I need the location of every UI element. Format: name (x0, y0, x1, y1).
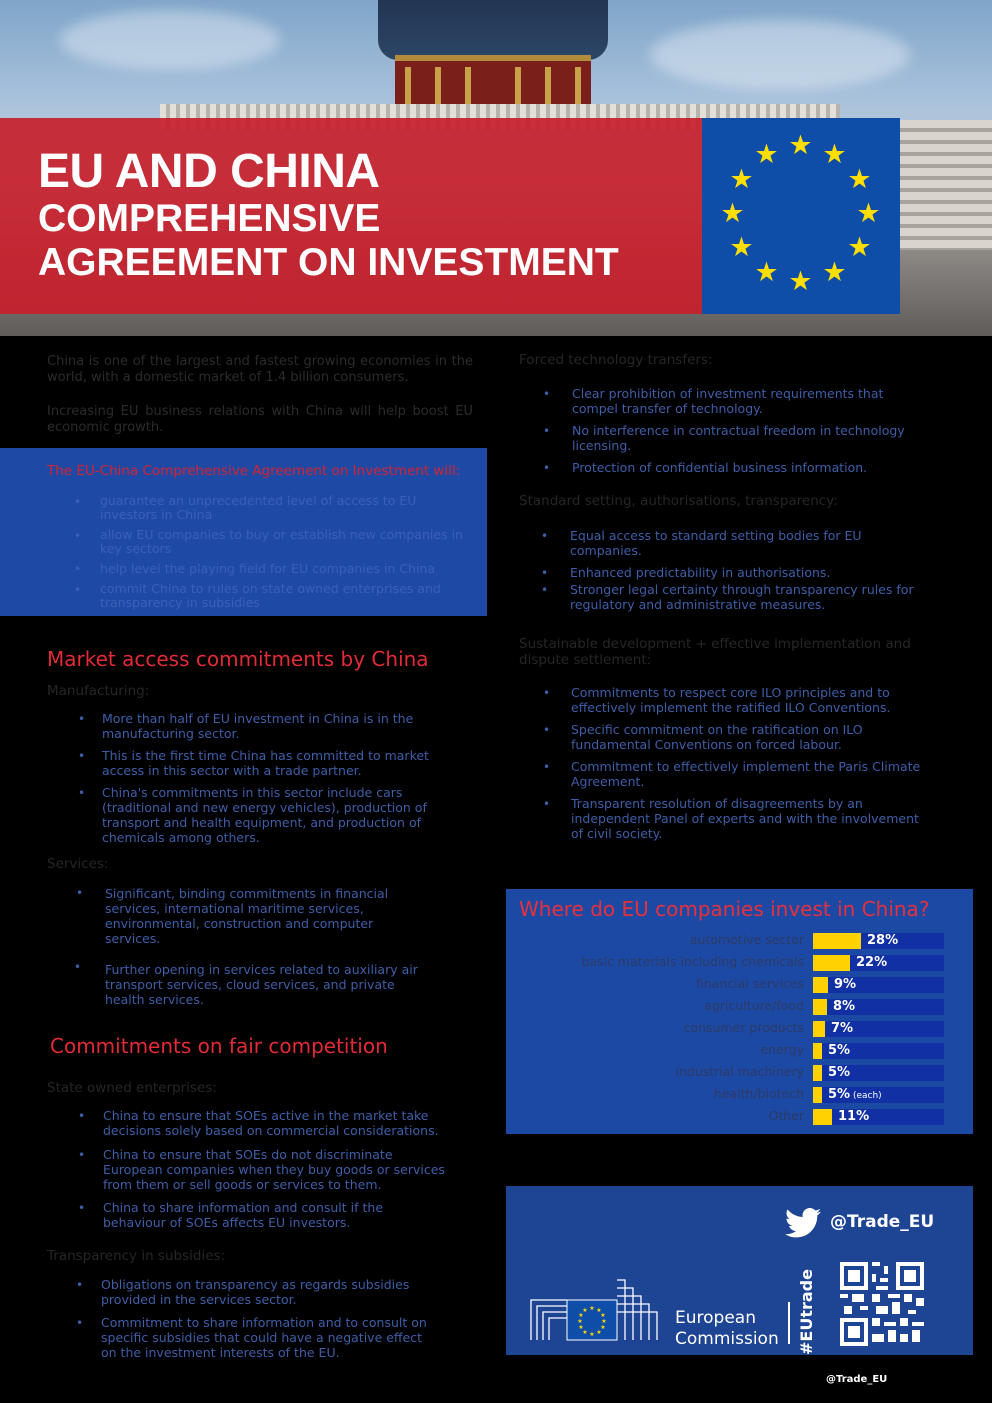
bullet: • (76, 886, 84, 900)
chart-bar (813, 1043, 822, 1059)
divider (788, 1302, 790, 1344)
chart-bar (813, 1065, 822, 1081)
chart-value-label: 8% (833, 999, 856, 1014)
list-item: guarantee an unprecedented level of access to EU investors in China (100, 493, 417, 522)
chart-bar-track (813, 1109, 944, 1125)
chart-bar (813, 1021, 825, 1037)
list-item: Commitments to respect core ILO principles and to effectively implement the ratified ILO Conventions. (571, 685, 891, 715)
list-item: More than half of EU investment in China is in the manufacturing sector. (102, 711, 414, 741)
twitter-icon[interactable] (785, 1208, 821, 1238)
chart-bar-track (813, 977, 944, 993)
qr-code-icon[interactable] (840, 1262, 924, 1346)
star-icon: ★ (847, 164, 872, 195)
svg-text:★: ★ (600, 1312, 606, 1319)
list-item: allow EU companies to buy or establish new companies in key sectors (100, 527, 463, 556)
chart-bar (813, 977, 828, 993)
bullet: • (543, 797, 551, 811)
bullet: • (541, 583, 549, 597)
bullet: • (541, 529, 549, 543)
temple-hall (395, 55, 591, 109)
chart-category-label: basic materials including chemicals (581, 954, 804, 969)
list-item: Equal access to standard setting bodies for EU companies. (570, 528, 862, 558)
bullet: • (78, 786, 86, 800)
svg-text:★: ★ (577, 1318, 583, 1325)
bullet: • (78, 1109, 86, 1123)
bullet: • (543, 686, 551, 700)
bullet: • (543, 424, 551, 438)
chart-title: Where do EU companies invest in China? (519, 897, 930, 921)
bullet: • (78, 712, 86, 726)
chart-note: (each) (850, 1091, 882, 1101)
chart-bar (813, 933, 861, 949)
chart-value-label: 28% (867, 933, 899, 948)
list-item: Clear prohibition of investment requirements that compel transfer of technology. (572, 386, 884, 416)
star-icon: ★ (729, 232, 754, 263)
star-icon: ★ (729, 164, 754, 195)
chart-value-label: 5% (828, 1043, 851, 1058)
bullet: • (541, 566, 549, 580)
page-title: EU AND CHINA (38, 145, 380, 198)
list-item: China to share information and consult if the behaviour of SOEs affects EU investors. (103, 1200, 384, 1230)
list-item: China to ensure that SOEs active in the market take decisions solely based on commercial considerations. (103, 1108, 439, 1138)
bullet: • (78, 1201, 86, 1215)
list-item: This is the first time China has committed to market access in this sector with a trade partner. (102, 748, 429, 778)
section-heading: Commitments on fair competition (50, 1034, 388, 1058)
star-icon: ★ (754, 257, 779, 288)
svg-text:★: ★ (600, 1324, 606, 1331)
agreement-box-title: The EU-China Comprehensive Agreement on Investment will: (47, 463, 461, 479)
chart-category-label: Other (768, 1108, 804, 1123)
chart-value-label: 7% (831, 1021, 854, 1036)
chart-category-label: automotive sector (689, 932, 804, 947)
star-icon: ★ (847, 232, 872, 263)
bullet: • (74, 529, 82, 543)
bullet: • (76, 1316, 84, 1330)
bullet: • (543, 760, 551, 774)
page-subtitle (38, 197, 619, 285)
star-icon: ★ (822, 257, 847, 288)
list-item: China's commitments in this sector include cars (traditional and new energy vehicles), production of transport and health equipment, and production of chemicals among others. (102, 785, 427, 845)
list-item: Further opening in services related to auxiliary air transport services, cloud services, and private health services. (105, 962, 418, 1007)
intro-paragraph-2: Increasing EU business relations with China will help boost EU economic growth. (47, 404, 473, 435)
subtitle-line-1: COMPREHENSIVE (38, 197, 381, 240)
chart-value-label: 22% (856, 955, 888, 970)
svg-text:★: ★ (596, 1307, 602, 1314)
chart-value-label: 11% (838, 1109, 870, 1124)
svg-text:★: ★ (578, 1324, 584, 1331)
chart-value-label: 5% (828, 1065, 851, 1080)
bullet: • (78, 749, 86, 763)
bullet: • (74, 960, 82, 974)
list-item: China to ensure that SOEs do not discriminate European companies when they buy goods or services from them or sell goods or services to them. (103, 1147, 445, 1192)
section-heading: Market access commitments by China (47, 647, 429, 671)
chart-category-label: industrial machinery (675, 1064, 804, 1079)
chart-bar (813, 1109, 832, 1125)
subsection-label: State owned enterprises: (47, 1080, 217, 1096)
svg-text:★: ★ (596, 1329, 602, 1336)
star-icon: ★ (822, 139, 847, 170)
subsection-label: Forced technology transfers: (519, 352, 713, 368)
list-item: commit China to rules on state owned enterprises and transparency in subsidies (100, 581, 441, 610)
svg-text:★: ★ (582, 1307, 588, 1314)
subsection-label: Standard setting, authorisations, transparency: (519, 493, 838, 509)
svg-text:★: ★ (601, 1318, 607, 1325)
list-item: Enhanced predictability in authorisations. (570, 565, 831, 580)
org-line-2: Commission (675, 1329, 779, 1349)
hashtag: #EUtrade (797, 1269, 816, 1355)
list-item: Protection of confidential business information. (572, 460, 868, 475)
chart-category-label: health/biotech (713, 1086, 804, 1101)
eu-flag-icon (702, 118, 900, 314)
list-item: Commitment to share information and to consult on specific subsidies that could have a negative effect on the investment interests of the EU. (101, 1315, 427, 1360)
list-item: Specific commitment on the ratification on ILO fundamental Conventions on forced labour. (571, 722, 863, 752)
subsection-label: Transparency in subsidies: (47, 1248, 226, 1264)
svg-text:★: ★ (582, 1329, 588, 1336)
list-item: Commitment to effectively implement the Paris Climate Agreement. (571, 759, 921, 789)
organization-name (675, 1308, 779, 1350)
chart-category-label: agriculture/food (704, 998, 804, 1013)
bullet: • (543, 461, 551, 475)
bullet: • (74, 495, 82, 509)
list-item: Stronger legal certainty through transparency rules for regulatory and administrative measures. (570, 582, 914, 612)
european-commission-logo (527, 1270, 667, 1346)
chart-bar (813, 999, 827, 1015)
bullet: • (543, 387, 551, 401)
list-item: help level the playing field for EU companies in China (100, 561, 436, 576)
chart-value-label: 5% (each) (828, 1087, 882, 1102)
svg-text:★: ★ (589, 1305, 595, 1312)
bullet: • (543, 723, 551, 737)
twitter-handle[interactable]: @Trade_EU (830, 1212, 935, 1232)
svg-text:★: ★ (578, 1312, 584, 1319)
subsection-label: Manufacturing: (47, 683, 150, 699)
list-item: Transparent resolution of disagreements by an independent Panel of experts and with the involvement of civil society. (571, 796, 919, 841)
temple-roof (378, 0, 608, 60)
bullet: • (76, 1278, 84, 1292)
bullet: • (78, 1148, 86, 1162)
footer-handle[interactable]: @Trade_EU (826, 1374, 888, 1385)
star-icon: ★ (788, 130, 813, 161)
subsection-label: Services: (47, 856, 109, 872)
chart-bar (813, 955, 850, 971)
star-icon: ★ (856, 198, 881, 229)
bullet: • (74, 583, 82, 597)
list-item: Significant, binding commitments in financial services, international maritime services, environmental, construction and computer services. (105, 886, 389, 946)
chart-category-label: consumer products (683, 1020, 804, 1035)
star-icon: ★ (720, 198, 745, 229)
chart-value-label: 9% (834, 977, 857, 992)
list-item: Obligations on transparency as regards subsidies provided in the services sector. (101, 1277, 410, 1307)
star-icon: ★ (754, 139, 779, 170)
chart-category-label: financial services (695, 976, 804, 991)
subtitle-line-2: AGREEMENT ON INVESTMENT (38, 241, 619, 284)
list-item: No interference in contractual freedom in technology licensing. (572, 423, 905, 453)
marble-stairs (900, 120, 992, 260)
chart-bar (813, 1087, 822, 1103)
org-line-1: European (675, 1308, 756, 1328)
star-icon: ★ (788, 266, 813, 297)
subsection-label: Sustainable development + effective implementation and dispute settlement: (519, 636, 911, 668)
intro-paragraph-1: China is one of the largest and fastest growing economies in the world, with a domestic market of 1.4 billion consumers. (47, 354, 473, 385)
svg-text:★: ★ (589, 1331, 595, 1338)
chart-category-label: energy (760, 1042, 804, 1057)
bullet: • (74, 562, 82, 576)
